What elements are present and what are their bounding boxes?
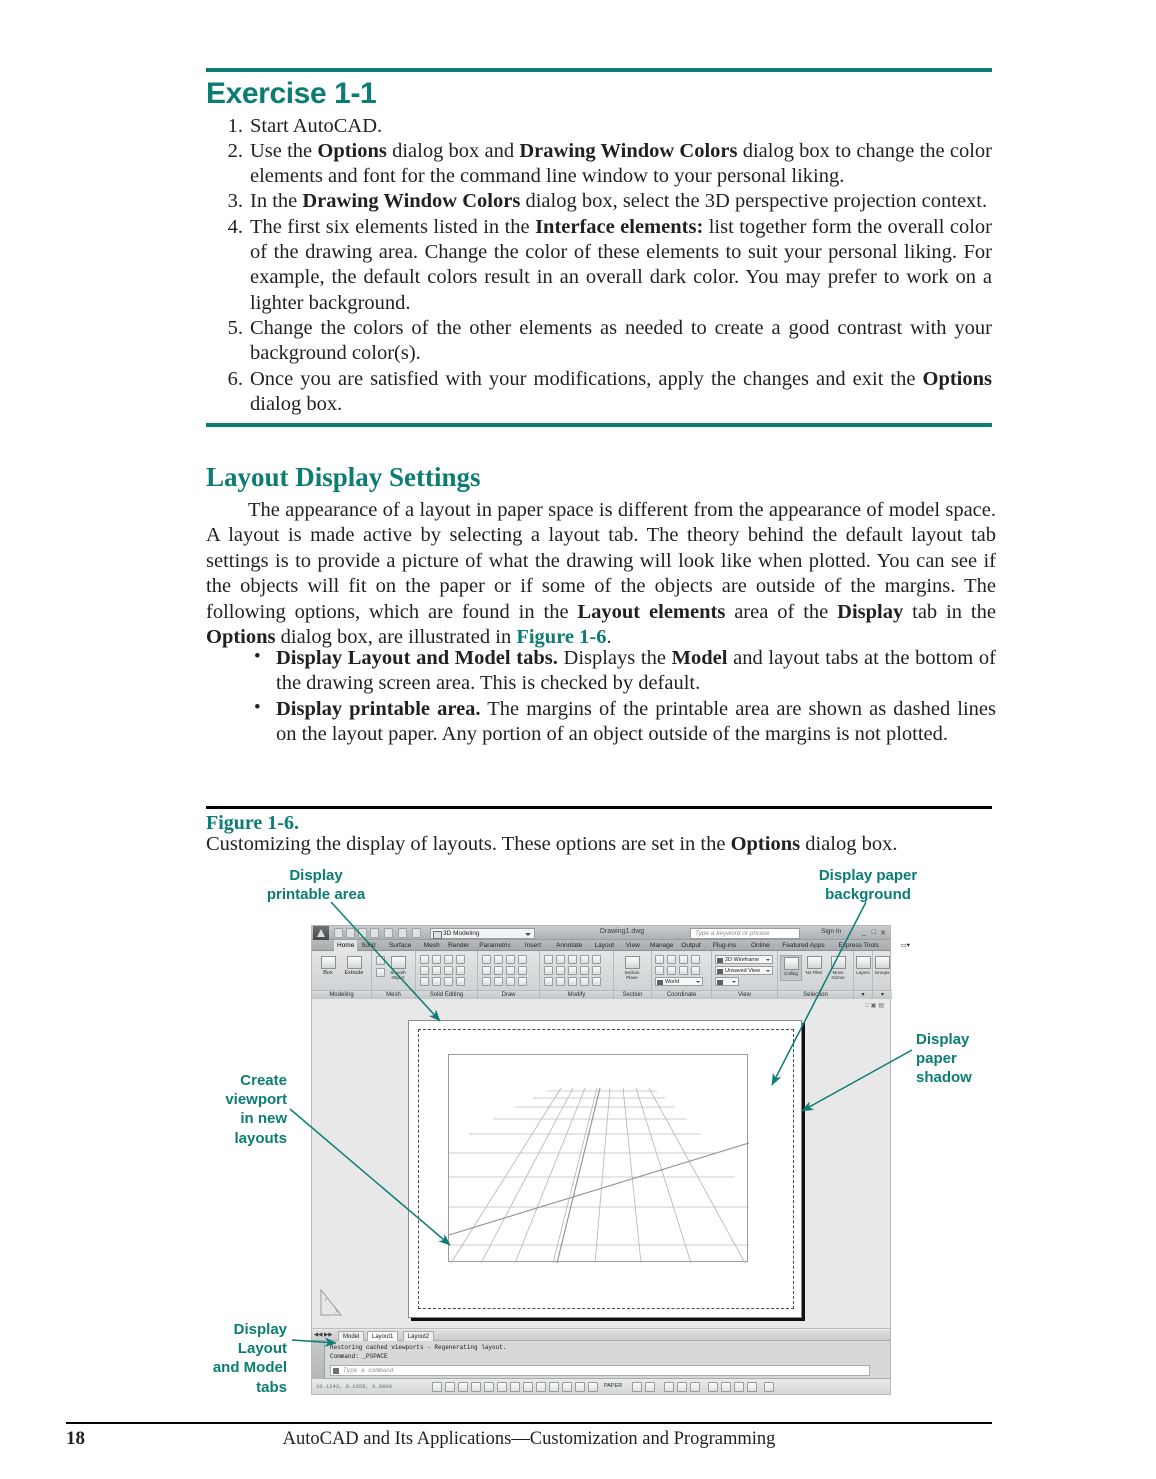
ribbon-tab-solid[interactable]: Solid xyxy=(361,942,376,949)
exercise-step-number: 2. xyxy=(227,139,243,162)
solidedit-4-icon[interactable] xyxy=(456,955,465,964)
ribbon-tab-render[interactable]: Render xyxy=(448,942,470,949)
ucs-icon xyxy=(317,1288,343,1318)
draw-1-icon[interactable] xyxy=(482,955,491,964)
panel-label-groups: ▾ xyxy=(873,990,892,999)
ucs-world-combo[interactable] xyxy=(655,977,703,986)
move-gizmo-tool-icon[interactable] xyxy=(828,955,848,979)
modify-3-icon[interactable] xyxy=(568,955,577,964)
exercise-step-text: Once you are satisfied with your modifications, apply the changes and exit the Options dialog box. xyxy=(250,367,992,415)
hardware-accel-icon[interactable] xyxy=(734,1382,744,1392)
isolate-objects-icon[interactable] xyxy=(747,1382,757,1392)
exercise-step xyxy=(206,367,992,418)
viewport-config-combo[interactable] xyxy=(715,977,739,986)
status-otrack-icon[interactable] xyxy=(497,1382,507,1392)
callout-line: viewport xyxy=(225,1091,287,1109)
modify-8-icon[interactable] xyxy=(568,966,577,975)
section-bullet-item xyxy=(206,697,996,748)
callout-display-paper-background xyxy=(798,866,938,904)
modify-9-icon[interactable] xyxy=(580,966,589,975)
box-tool-icon[interactable] xyxy=(318,955,338,979)
status-osnap-icon[interactable] xyxy=(484,1382,494,1392)
command-input-placeholder: Type a command xyxy=(343,1367,394,1374)
status-snap-icon[interactable] xyxy=(432,1382,442,1392)
callout-create-viewport-in-new-layouts xyxy=(175,1071,287,1148)
status-ortho-icon[interactable] xyxy=(458,1382,468,1392)
status-viewport-lock-icon[interactable] xyxy=(645,1382,655,1392)
exercise-step-text: Change the colors of the other elements as needed to create a good contrast with your background color(s). xyxy=(250,317,992,365)
draw-2-icon[interactable] xyxy=(494,955,503,964)
exercise-step-text: Use the Options dialog box and Drawing Window Colors dialog box to change the color elements and font for the command line window to your personal liking. xyxy=(250,139,992,188)
draw-6-icon[interactable] xyxy=(494,966,503,975)
callout-display-printable-area xyxy=(246,866,386,904)
coordinate-readout: 10.1243, 8.2658, 0.0000 xyxy=(316,1383,392,1390)
solidedit-11-icon[interactable] xyxy=(444,977,453,986)
status-transparency-icon[interactable] xyxy=(549,1382,559,1392)
section-plane-tool-icon[interactable] xyxy=(622,955,642,979)
move-gizmo-tool-label: Move Gizmo xyxy=(831,970,845,980)
qat-saveas-icon[interactable] xyxy=(370,928,379,938)
callout-line: layouts xyxy=(234,1129,287,1147)
panel-label-layers: ▾ xyxy=(854,990,872,999)
groups-tool-label: Groups xyxy=(874,970,890,975)
callout-line: Display xyxy=(916,1031,970,1048)
ribbon-panel-modify[interactable] xyxy=(540,951,614,999)
exercise-step-number: 3. xyxy=(227,190,243,213)
callout-line: Layout xyxy=(237,1340,287,1358)
exercise-title: Exercise 1-1 xyxy=(206,77,377,110)
status-bar xyxy=(312,1380,890,1394)
exercise-step-text: The first six elements listed in the Interface elements: list together form the overall color of the drawing area. Change the color of these elements to suit your personal liking. For example, the default colors result in an overall dark color. You may prefer to work on a lighter background. xyxy=(250,215,992,314)
modify-11-icon[interactable] xyxy=(544,977,553,986)
autocad-title-bar xyxy=(312,926,890,940)
section-bullet-item xyxy=(206,646,996,697)
draw-5-icon[interactable] xyxy=(482,966,491,975)
status-ducs-icon[interactable] xyxy=(510,1382,520,1392)
chevron-down-icon xyxy=(732,981,736,983)
box-tool-label: Box xyxy=(323,970,333,976)
exercise-step xyxy=(206,316,992,367)
ribbon-panel-section[interactable] xyxy=(614,951,652,999)
culling-tool-icon[interactable] xyxy=(780,955,802,981)
culling-tool-label: Culling xyxy=(784,971,798,976)
modify-5-icon[interactable] xyxy=(592,955,601,964)
modify-13-icon[interactable] xyxy=(568,977,577,986)
exercise-step xyxy=(206,114,992,139)
toolbar-lock-icon[interactable] xyxy=(721,1382,731,1392)
smooth-object-tool-icon[interactable] xyxy=(388,955,408,979)
command-input[interactable] xyxy=(330,1365,870,1376)
section-bullet-text: Display Layout and Model tabs. Displays the Model and layout tabs at the bottom of the drawing screen area. This is checked by default. xyxy=(276,647,997,695)
callout-line: printable area xyxy=(266,886,366,904)
exercise-box xyxy=(206,68,992,427)
status-viewport-max-icon[interactable] xyxy=(632,1382,642,1392)
ribbon-tab-home[interactable]: Home xyxy=(334,940,357,951)
exercise-step xyxy=(206,215,992,316)
status-lwt-icon[interactable] xyxy=(536,1382,546,1392)
modify-10-icon[interactable] xyxy=(592,966,601,975)
infocenter-search-placeholder: Type a keyword or phrase xyxy=(695,929,770,937)
no-filter-tool-icon[interactable] xyxy=(804,955,824,979)
chevron-down-icon xyxy=(696,981,700,983)
layout-tab-layout2[interactable]: Layout2 xyxy=(403,1331,434,1341)
callout-line: Display xyxy=(233,1321,287,1338)
ribbon-tab-strip xyxy=(312,940,910,951)
layout-tab-model[interactable]: Model xyxy=(338,1331,364,1341)
draw-10-icon[interactable] xyxy=(494,977,503,986)
extrude-tool-icon[interactable] xyxy=(344,955,364,979)
smooth-object-tool-label: Smooth Object xyxy=(390,970,406,980)
ribbon-tab-plug-ins[interactable]: Plug-ins xyxy=(712,942,737,949)
panel-label-section: Section xyxy=(614,990,651,999)
solidedit-6-icon[interactable] xyxy=(432,966,441,975)
coord-2-icon[interactable] xyxy=(667,955,676,964)
figure-reference-link[interactable]: Figure 1-6 xyxy=(516,626,607,649)
callout-display-paper-shadow xyxy=(916,1030,1026,1088)
visual-style-label: 2D Wireframe xyxy=(725,957,759,963)
command-history-line-1: Restoring cached viewports - Regenerating layout. xyxy=(330,1344,507,1351)
visual-style-combo[interactable] xyxy=(715,955,773,964)
ribbon-panel-draw[interactable] xyxy=(478,951,540,999)
exercise-step-number: 5. xyxy=(227,317,243,339)
extrude-tool-label: Extrude xyxy=(344,970,364,976)
exercise-step-text: In the Drawing Window Colors dialog box, select the 3D perspective projection context. xyxy=(250,190,988,213)
layout-tab-layout1[interactable]: Layout1 xyxy=(367,1331,398,1341)
solidedit-9-icon[interactable] xyxy=(420,977,429,986)
callout-line: background xyxy=(825,886,911,904)
status-am-icon[interactable] xyxy=(588,1382,598,1392)
svg-text:X: X xyxy=(335,1309,339,1315)
workspace-selector-label: 3D Modeling xyxy=(443,929,480,937)
ribbon-panel-view[interactable] xyxy=(712,951,778,999)
solidedit-5-icon[interactable] xyxy=(420,966,429,975)
exercise-step-number: 4. xyxy=(227,215,243,238)
callout-line: tabs xyxy=(256,1378,287,1396)
ribbon-tab-manage[interactable]: Manage xyxy=(650,942,674,949)
clean-screen-icon[interactable] xyxy=(764,1382,774,1392)
solidedit-8-icon[interactable] xyxy=(456,966,465,975)
ribbon-panel-coordinate[interactable] xyxy=(652,951,712,999)
exercise-step-text: Start AutoCAD. xyxy=(250,114,383,137)
status-sc-icon[interactable] xyxy=(575,1382,585,1392)
ribbon-tab-surface[interactable]: Surface xyxy=(388,942,412,949)
modify-12-icon[interactable] xyxy=(556,977,565,986)
autocad-window xyxy=(311,925,910,1395)
solidedit-3-icon[interactable] xyxy=(444,955,453,964)
footer-rule xyxy=(66,1422,992,1424)
exercise-step-list xyxy=(206,114,992,418)
callout-line: shadow xyxy=(916,1069,972,1087)
restore-icon[interactable]: □ xyxy=(871,929,876,936)
sign-in-button[interactable]: Sign In xyxy=(821,928,842,935)
ribbon-tab-express-tools[interactable]: Express Tools xyxy=(838,942,879,949)
chevron-down-icon xyxy=(525,933,531,936)
callout-line: in new xyxy=(240,1110,287,1128)
modify-6-icon[interactable] xyxy=(544,966,553,975)
layers-tool-label: Layers xyxy=(856,970,870,975)
draw-9-icon[interactable] xyxy=(482,977,491,986)
draw-4-icon[interactable] xyxy=(518,955,527,964)
mesh-tool-2-icon[interactable] xyxy=(376,968,385,977)
annotation-visibility-icon[interactable] xyxy=(677,1382,687,1392)
solidedit-12-icon[interactable] xyxy=(456,977,465,986)
ribbon-tab-online[interactable]: Online xyxy=(751,942,770,949)
ribbon-panels xyxy=(312,951,890,999)
autocad-app-menu-icon[interactable] xyxy=(313,926,329,940)
modify-7-icon[interactable] xyxy=(556,966,565,975)
solidedit-2-icon[interactable] xyxy=(432,955,441,964)
perspective-grid xyxy=(449,1055,749,1263)
coord-8-icon[interactable] xyxy=(691,966,700,975)
infocenter-search-input[interactable] xyxy=(690,928,800,939)
callout-display-layout-and-model-tabs xyxy=(175,1320,287,1397)
layout-viewport[interactable] xyxy=(448,1054,748,1262)
layout-tab-bar xyxy=(312,1330,890,1341)
view-label: Unsaved View xyxy=(725,968,761,974)
ribbon-tab-parametric[interactable]: Parametric xyxy=(479,942,511,949)
ribbon-tab-output[interactable]: Output xyxy=(681,942,701,949)
solidedit-10-icon[interactable] xyxy=(432,977,441,986)
coord-4-icon[interactable] xyxy=(691,955,700,964)
exercise-step xyxy=(206,189,992,214)
qat-undo-icon[interactable] xyxy=(398,928,407,938)
page-number: 18 xyxy=(66,1428,85,1449)
minimize-icon[interactable]: _ xyxy=(862,929,866,936)
qat-redo-icon[interactable] xyxy=(412,928,421,938)
exercise-top-rule xyxy=(206,68,992,72)
callout-line: and Model xyxy=(212,1359,287,1377)
qat-open-icon[interactable] xyxy=(346,928,355,938)
section-body-paragraph xyxy=(206,498,996,650)
section-bullet-list xyxy=(206,646,996,747)
viewport-control-icons[interactable]: □▣▤ xyxy=(865,1003,886,1009)
ribbon-minimize-icon[interactable]: ▭▾ xyxy=(900,942,910,949)
view-combo[interactable] xyxy=(715,966,773,975)
space-indicator[interactable]: PAPER xyxy=(604,1383,623,1389)
layers-tool-icon[interactable] xyxy=(853,955,873,979)
callout-line: Create xyxy=(240,1072,287,1089)
chevron-down-icon xyxy=(766,970,770,972)
ribbon-tab-layout[interactable]: Layout xyxy=(594,942,615,949)
callout-line: Display paper xyxy=(818,867,918,884)
ribbon-panel-mesh[interactable] xyxy=(372,951,416,999)
ribbon-panel-groups[interactable] xyxy=(873,951,892,999)
callout-line: paper xyxy=(916,1050,957,1068)
section-bullet-text: Display printable area. The margins of the printable area are shown as dashed lines on the layout paper. Any portion of an object outside of the margins is not plotted. xyxy=(276,697,996,745)
ribbon-panel-modeling[interactable] xyxy=(312,951,372,999)
draw-8-icon[interactable] xyxy=(518,966,527,975)
mesh-tool-1-icon[interactable] xyxy=(376,956,385,965)
panel-label-view: View xyxy=(712,990,777,999)
section-heading: Layout Display Settings xyxy=(206,462,481,492)
draw-12-icon[interactable] xyxy=(518,977,527,986)
command-window-gutter xyxy=(312,1341,325,1379)
draw-7-icon[interactable] xyxy=(506,966,515,975)
panel-label-mesh: Mesh xyxy=(372,990,415,999)
coord-7-icon[interactable] xyxy=(679,966,688,975)
annotation-scale-icon[interactable] xyxy=(664,1382,674,1392)
callout-line: Display xyxy=(289,867,343,884)
status-dyn-icon[interactable] xyxy=(523,1382,533,1392)
section-plane-tool-label: Section Plane xyxy=(624,970,640,980)
status-polar-icon[interactable] xyxy=(471,1382,481,1392)
figure-caption: Customizing the display of layouts. These options are set in the Options dialog box. xyxy=(206,833,898,855)
panel-label-solid-editing: Solid Editing xyxy=(416,990,477,999)
qat-save-icon[interactable] xyxy=(358,928,367,938)
solidedit-7-icon[interactable] xyxy=(444,966,453,975)
qat-new-icon[interactable] xyxy=(334,928,343,938)
qat-plot-icon[interactable] xyxy=(384,928,393,938)
figure-number: Figure 1-6. xyxy=(206,812,299,834)
ucs-world-label: World xyxy=(665,979,680,985)
panel-label-draw: Draw xyxy=(478,990,539,999)
coord-3-icon[interactable] xyxy=(679,955,688,964)
draw-11-icon[interactable] xyxy=(506,977,515,986)
annotation-autoscale-icon[interactable] xyxy=(690,1382,700,1392)
ribbon-panel-layers[interactable] xyxy=(854,951,873,999)
ribbon-tab-mesh[interactable]: Mesh xyxy=(423,942,440,949)
workspace-switch-icon[interactable] xyxy=(708,1382,718,1392)
command-history-line-2: Command: _PSPACE xyxy=(330,1353,388,1360)
ribbon-tab-featured-apps[interactable]: Featured Apps xyxy=(782,942,825,949)
close-icon[interactable]: ✕ xyxy=(880,930,886,937)
status-grid-icon[interactable] xyxy=(445,1382,455,1392)
bullet-dot-icon: • xyxy=(254,696,261,718)
modify-4-icon[interactable] xyxy=(580,955,589,964)
workspace-selector[interactable] xyxy=(430,928,535,939)
section-paragraph-text: The appearance of a layout in paper space is different from the appearance of model space. A layout is made active by selecting a layout tab. The theory behind the default layout tab settings is to provide a picture of what the drawing will look like when plotted. You can see if the objects will fit on the paper or if some of the objects are outside of the margins. The following options, which are found in the Layout elements area of the Display tab in the Options dialog box, are illustrated in Figure 1-6. xyxy=(206,499,996,649)
drawing-area[interactable] xyxy=(312,999,890,1329)
panel-label-selection: Selection xyxy=(778,990,853,999)
panel-label-coordinate: Coordinate xyxy=(652,990,711,999)
panel-label-modify: Modify xyxy=(540,990,613,999)
chevron-down-icon xyxy=(766,959,770,961)
modify-14-icon[interactable] xyxy=(580,977,589,986)
groups-tool-icon[interactable] xyxy=(872,955,892,979)
status-qp-icon[interactable] xyxy=(562,1382,572,1392)
ribbon-panel-solid-editing[interactable] xyxy=(416,951,478,999)
panel-label-modeling: Modeling xyxy=(312,990,371,999)
exercise-step xyxy=(206,139,992,190)
figure-top-rule xyxy=(206,806,992,809)
modify-1-icon[interactable] xyxy=(544,955,553,964)
coord-6-icon[interactable] xyxy=(667,966,676,975)
bullet-dot-icon: • xyxy=(254,646,261,667)
ribbon-tab-view[interactable]: View xyxy=(625,942,640,949)
document-title: Drawing1.dwg xyxy=(599,928,645,935)
solidedit-1-icon[interactable] xyxy=(420,955,429,964)
coord-1-icon[interactable] xyxy=(655,955,664,964)
exercise-step-number: 6. xyxy=(227,367,243,390)
ribbon-tab-insert[interactable]: Insert xyxy=(524,942,542,949)
tab-navigation-icons[interactable]: ◀◀ ▶▶ xyxy=(314,1332,333,1338)
modify-15-icon[interactable] xyxy=(592,977,601,986)
ribbon-panel-selection[interactable] xyxy=(778,951,854,999)
svg-text:Y: Y xyxy=(324,1298,328,1304)
ribbon-tab-annotate[interactable]: Annotate xyxy=(556,942,583,949)
exercise-bottom-rule xyxy=(206,423,992,427)
draw-3-icon[interactable] xyxy=(506,955,515,964)
no-filter-tool-label: No Filter xyxy=(805,970,823,975)
command-window[interactable] xyxy=(312,1341,890,1379)
modify-2-icon[interactable] xyxy=(556,955,565,964)
footer-title: AutoCAD and Its Applications—Customization and Programming xyxy=(282,1429,776,1449)
exercise-step-number: 1. xyxy=(227,114,243,137)
coord-5-icon[interactable] xyxy=(655,966,664,975)
